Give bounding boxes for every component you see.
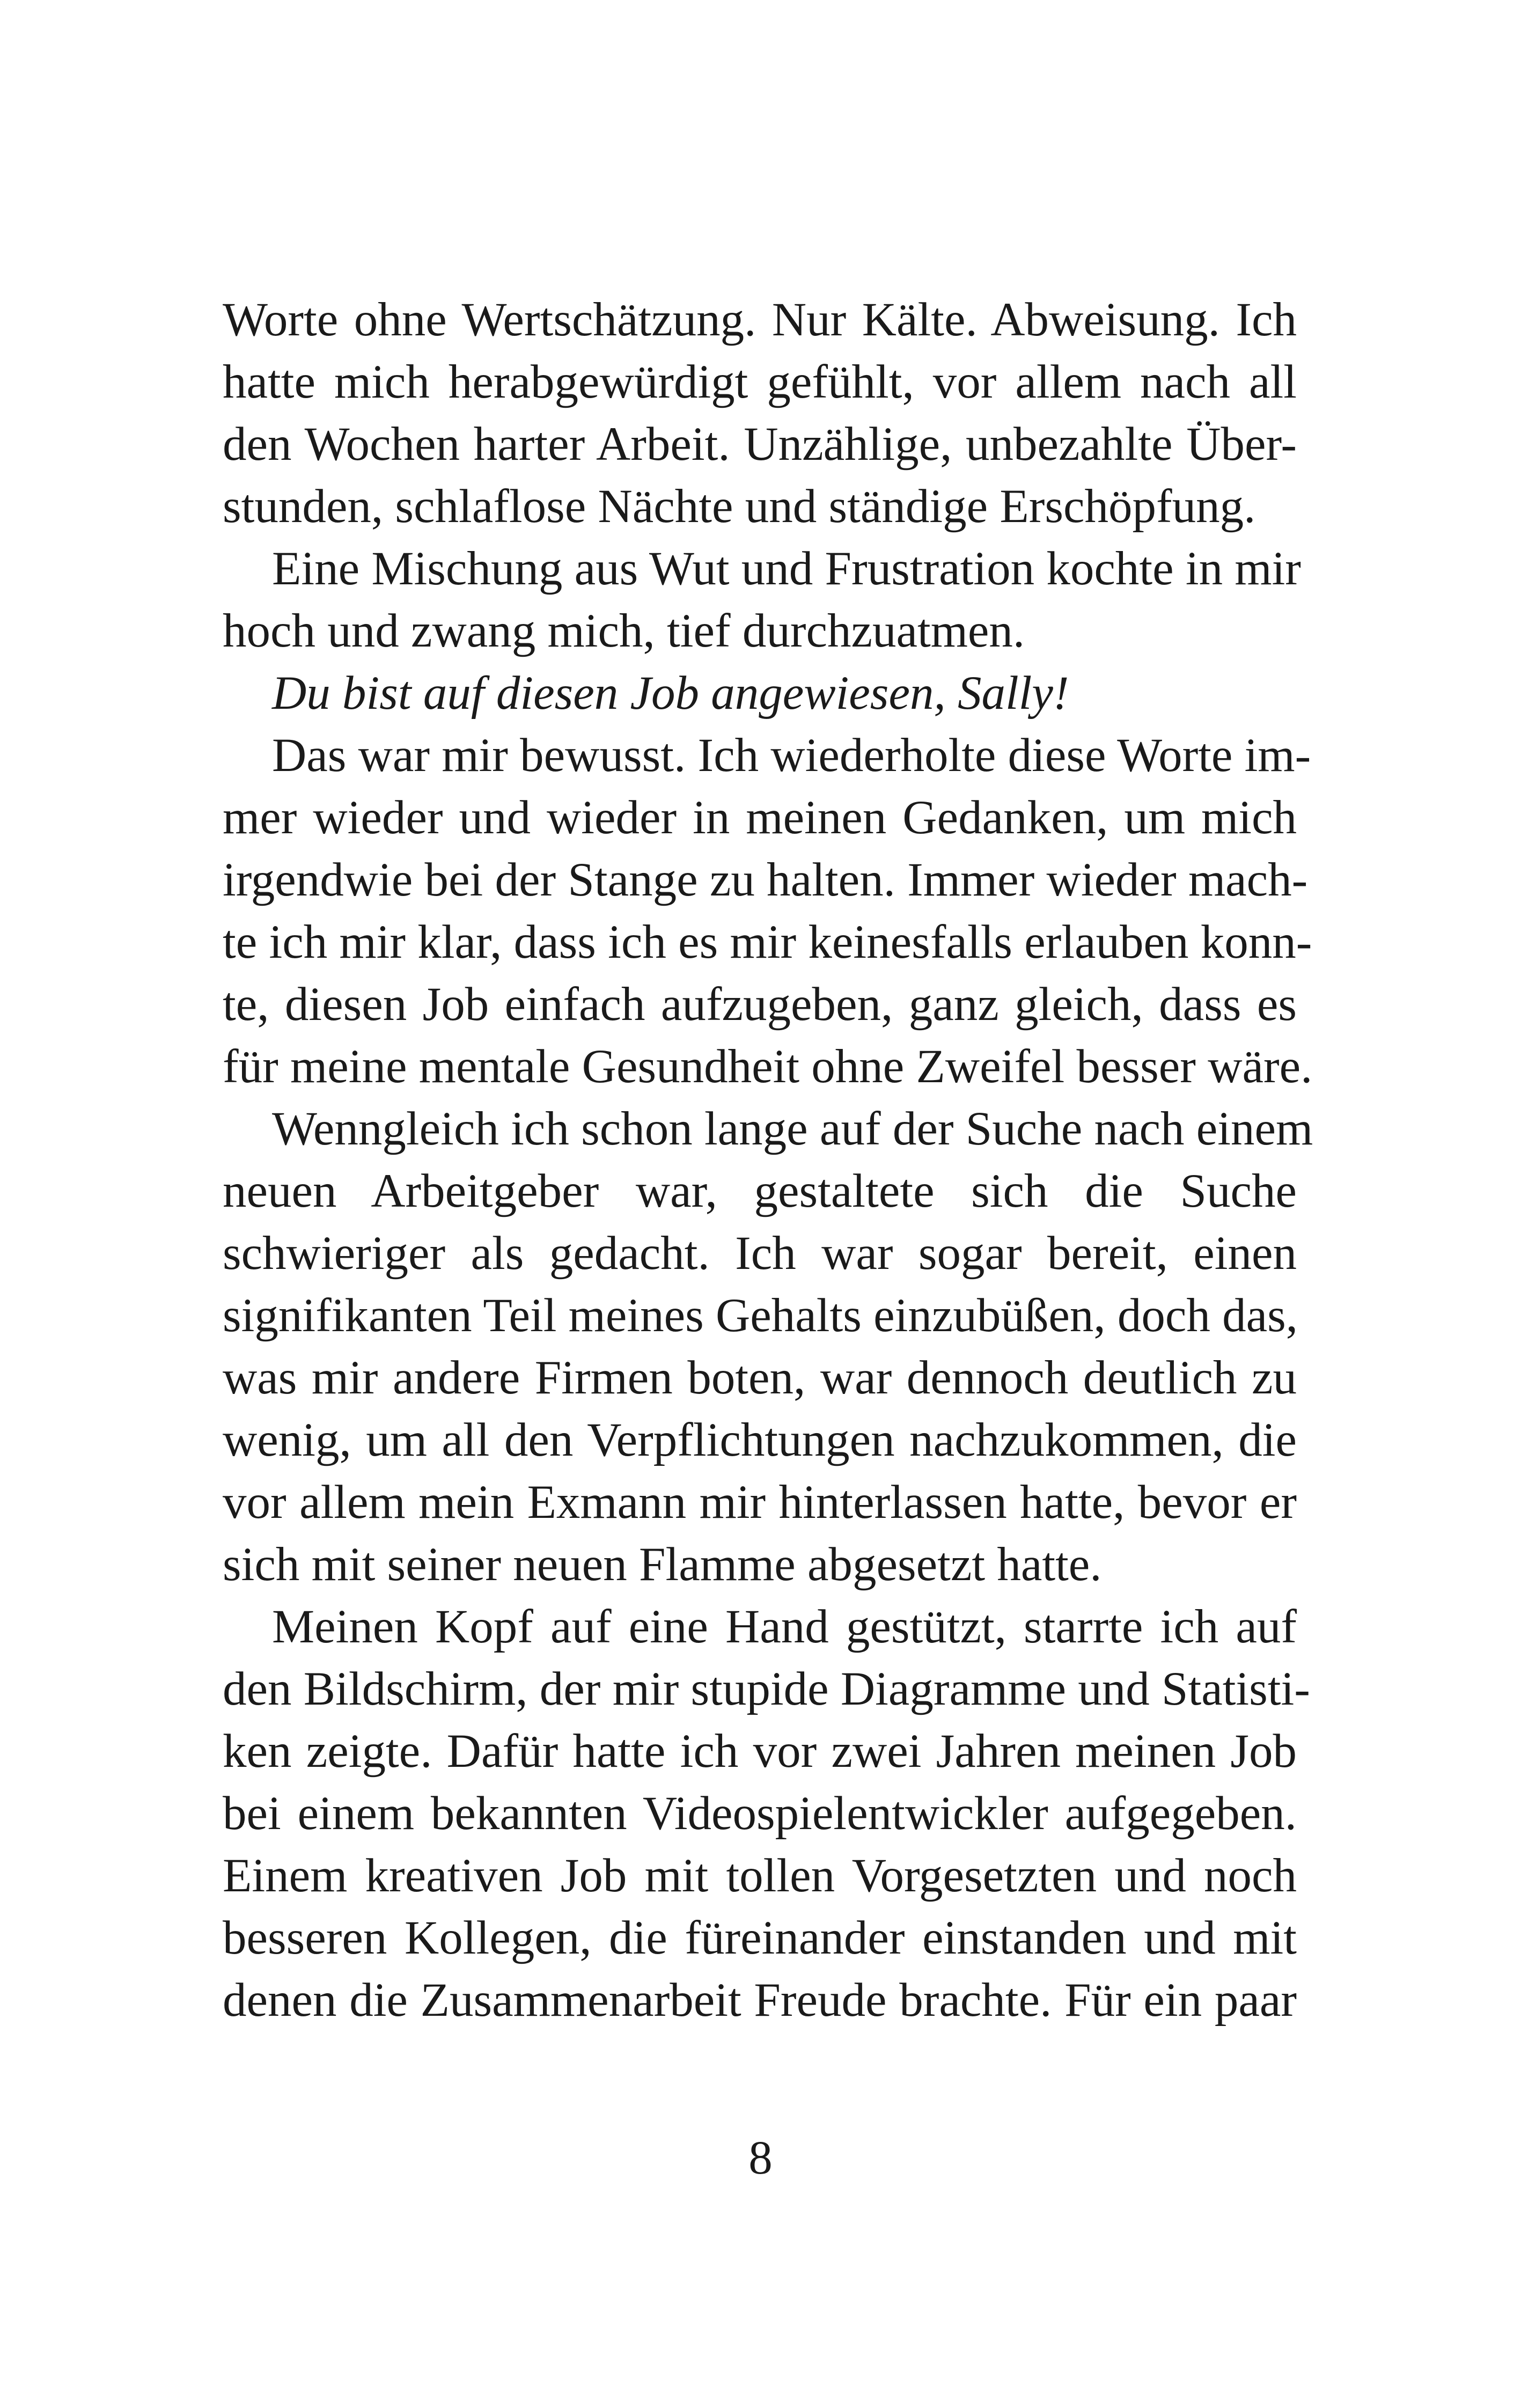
text-line: denen die Zusammenarbeit Freude brachte. Für ein paar — [223, 1974, 1297, 2027]
text-line: den Bildschirm, der mir stupide Diagramme und Statisti- — [223, 1663, 1310, 1715]
text-line: irgendwie bei der Stange zu halten. Immer wieder mach- — [223, 854, 1308, 906]
text-line: neuen Arbeitgeber war, gestaltete sich die Suche — [223, 1165, 1297, 1217]
page-number: 8 — [748, 2132, 773, 2184]
text-line: signifikanten Teil meines Gehalts einzubüßen, doch das, — [223, 1289, 1298, 1342]
text-line: schwieriger als gedacht. Ich war sogar bereit, einen — [223, 1227, 1297, 1280]
text-line: sich mit seiner neuen Flamme abgesetzt hatte. — [223, 1538, 1102, 1591]
text-line: besseren Kollegen, die füreinander einstanden und mit — [223, 1912, 1297, 1964]
text-line: hoch und zwang mich, tief durchzuatmen. — [223, 605, 1025, 657]
text-line: Worte ohne Wertschätzung. Nur Kälte. Abweisung. Ich — [223, 293, 1297, 346]
text-line: Eine Mischung aus Wut und Frustration kochte in mir — [272, 542, 1301, 595]
text-line: te ich mir klar, dass ich es mir keinesfalls erlauben konn- — [223, 916, 1312, 968]
text-line: hatte mich herabgewürdigt gefühlt, vor allem nach all — [223, 356, 1297, 408]
text-line: ken zeigte. Dafür hatte ich vor zwei Jahren meinen Job — [223, 1725, 1297, 1778]
text-line: bei einem bekannten Videospielentwickler aufgegeben. — [223, 1787, 1297, 1840]
text-line: für meine mentale Gesundheit ohne Zweifel besser wäre. — [223, 1040, 1313, 1093]
text-line: den Wochen harter Arbeit. Unzählige, unbezahlte Über- — [223, 418, 1297, 471]
text-line: Einem kreativen Job mit tollen Vorgesetzten und noch — [223, 1849, 1297, 1902]
text-line: stunden, schlaflose Nächte und ständige Erschöpfung. — [223, 480, 1256, 533]
text-line: mer wieder und wieder in meinen Gedanken, um mich — [223, 791, 1297, 844]
text-line: wenig, um all den Verpflichtungen nachzukommen, die — [223, 1414, 1297, 1466]
text-line: vor allem mein Exmann mir hinterlassen hatte, bevor er — [223, 1476, 1297, 1529]
text-line: was mir andere Firmen boten, war dennoch deutlich zu — [223, 1352, 1297, 1404]
italic-thought-line: Du bist auf diesen Job angewiesen, Sally! — [272, 667, 1069, 720]
text-line: Wenngleich ich schon lange auf der Suche nach einem — [272, 1103, 1313, 1155]
text-line: Das war mir bewusst. Ich wiederholte diese Worte im- — [272, 729, 1311, 782]
text-line: te, diesen Job einfach aufzugeben, ganz gleich, dass es — [223, 978, 1297, 1031]
text-line: Meinen Kopf auf eine Hand gestützt, starrte ich auf — [272, 1601, 1297, 1653]
